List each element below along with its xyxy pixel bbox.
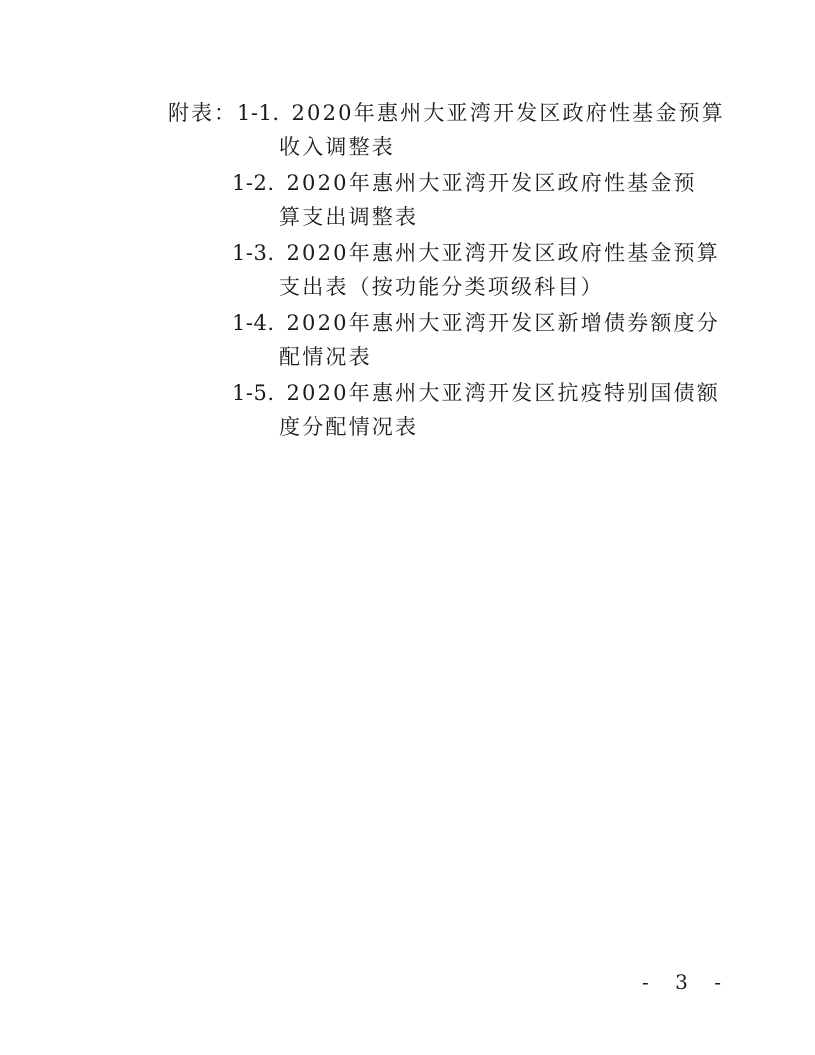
- attachment-item-1-5-line1: [232, 380, 720, 406]
- attachment-item-1-5-line2: 度分配情况表: [279, 415, 419, 439]
- item-title: 2020年惠州大亚湾开发区政府性基金预: [286, 171, 697, 195]
- attachment-item-1-4-line2: 配情况表: [279, 345, 372, 369]
- item-title: 2020年惠州大亚湾开发区政府性基金预算: [291, 101, 725, 125]
- attachment-item-1-1-line1: [168, 100, 725, 126]
- item-title: 2020年惠州大亚湾开发区抗疫特别国债额: [286, 381, 720, 405]
- attachment-item-1-3-line1: [232, 240, 720, 266]
- attachment-item-1-2-line1: [232, 170, 697, 196]
- item-number: 1-5.: [232, 381, 275, 405]
- item-title: 2020年惠州大亚湾开发区政府性基金预算: [286, 241, 720, 265]
- attachment-item-1-1-line2: 收入调整表: [279, 135, 395, 159]
- page-number: - 3 -: [642, 970, 731, 994]
- item-number: 1-3.: [232, 241, 275, 265]
- item-number: 1-2.: [232, 171, 275, 195]
- item-number: 1-4.: [232, 311, 275, 335]
- attachment-item-1-4-line1: [232, 310, 720, 336]
- attachment-prefix: 附表：: [168, 101, 237, 125]
- attachment-item-1-3-line2: 支出表（按功能分类项级科目）: [279, 275, 604, 299]
- item-number: 1-1.: [237, 101, 280, 125]
- attachment-item-1-2-line2: 算支出调整表: [279, 205, 419, 229]
- item-title: 2020年惠州大亚湾开发区新增债券额度分: [286, 311, 720, 335]
